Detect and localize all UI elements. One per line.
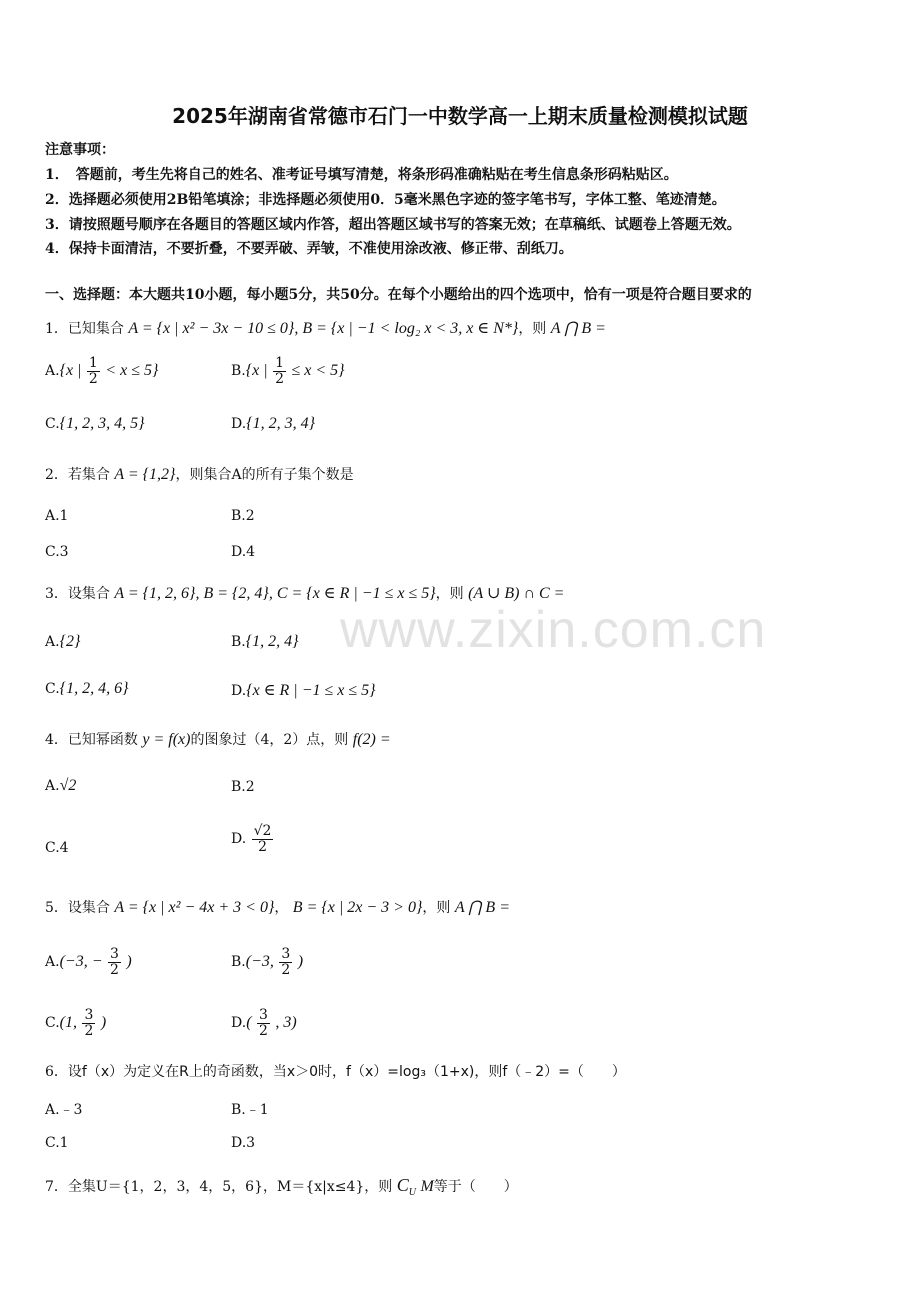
notice-item-4: 4．保持卡面清洁，不要折叠，不要弄破、弄皱，不准使用涂改液、修正带、刮纸刀。 <box>45 241 573 257</box>
q4-option-b[interactable]: B.2 <box>231 779 255 795</box>
q6-option-b[interactable]: B.﹣1 <box>231 1102 269 1118</box>
q2-option-a[interactable]: A.1 <box>45 508 69 524</box>
watermark: www.zixin.com.cn <box>340 601 767 659</box>
fraction: $\frac{3}{2}$ <box>281 946 291 978</box>
fraction: $\frac{3}{2}$ <box>258 1007 268 1039</box>
q3-option-c[interactable]: C.{1, 2, 4, 6} <box>45 680 129 697</box>
exam-title: 2025年湖南省常德市石门一中数学高一上期末质量检测模拟试题 <box>172 104 748 128</box>
q5-option-b[interactable]: B.(−3, $\frac{3}{2}$ ) <box>231 946 304 978</box>
q1-ask: A ⋂ B = <box>550 320 606 337</box>
q1-sets: A = {x | x² − 3x − 10 ≤ 0}, B = {x | −1 < log₂ x < 3, x ∈ N*} <box>128 320 519 337</box>
q6-option-c[interactable]: C.1 <box>45 1135 69 1151</box>
q5-option-d[interactable]: D.( $\frac{3}{2}$ , 3) <box>231 1007 297 1039</box>
notice-item-2: 2．选择题必须使用2B铅笔填涂；非选择题必须使用0．5毫米黑色字迹的签字笔书写，字体工整、笔迹清楚。 <box>45 192 726 208</box>
question-1: 1．已知集合 A = {x | x² − 3x − 10 ≤ 0}, B = {x | −1 < log₂ x < 3, x ∈ N*}，则 A ⋂ B = <box>45 320 606 337</box>
q3-option-b[interactable]: B.{1, 2, 4} <box>231 633 299 650</box>
q1-option-c[interactable]: C.{1, 2, 3, 4, 5} <box>45 415 145 432</box>
q5-option-a[interactable]: A.(−3, − $\frac{3}{2}$ ) <box>45 946 132 978</box>
q5-option-c[interactable]: C.(1, $\frac{3}{2}$ ) <box>45 1007 107 1039</box>
question-7: 7．全集U＝{1，2，3，4，5，6}，M＝{x|x≤4}，则 $C_U$ M等于（ ） <box>45 1175 518 1198</box>
q3-option-a[interactable]: A.{2} <box>45 633 81 650</box>
fraction: $\frac{1}{2}$ <box>275 355 285 387</box>
q2-option-d[interactable]: D.4 <box>231 544 256 560</box>
q6-option-d[interactable]: D.3 <box>231 1135 256 1151</box>
q1-option-d[interactable]: D.{1, 2, 3, 4} <box>231 415 315 432</box>
section-heading: 一、选择题：本大题共10小题，每小题5分，共50分。在每个小题给出的四个选项中，恰有一项是符合题目要求的 <box>45 287 752 303</box>
q1-option-b[interactable]: B.{x | $\frac{1}{2}$ ≤ x < 5} <box>231 355 345 387</box>
q2-option-b[interactable]: B.2 <box>231 508 255 524</box>
fraction: $\frac{3}{2}$ <box>109 946 119 978</box>
fraction: $\frac{3}{2}$ <box>84 1007 94 1039</box>
question-6: 6．设f（x）为定义在R上的奇函数，当x＞0时，f（x）=log₃（1+x)，则f（﹣2）=（ ） <box>45 1064 626 1080</box>
notice-item-3: 3．请按照题号顺序在各题目的答题区域内作答，超出答题区域书写的答案无效；在草稿纸、试题卷上答题无效。 <box>45 217 741 233</box>
fraction: $\frac{1}{2}$ <box>88 355 98 387</box>
q2-option-c[interactable]: C.3 <box>45 544 69 560</box>
question-5: 5．设集合 A = {x | x² − 4x + 3 < 0}， B = {x | 2x − 3 > 0}，则 A ⋂ B = <box>45 899 510 916</box>
q3-option-d[interactable]: D.{x ∈ R | −1 ≤ x ≤ 5} <box>231 682 376 699</box>
question-3: 3．设集合 A = {1, 2, 6}, B = {2, 4}, C = {x ∈ R | −1 ≤ x ≤ 5}，则 (A ∪ B) ∩ C = <box>45 585 565 602</box>
question-2: 2．若集合 A = {1,2}，则集合A的所有子集个数是 <box>45 466 354 483</box>
q4-option-c[interactable]: C.4 <box>45 840 69 856</box>
question-4: 4．已知幂函数 y = f(x)的图象过（4，2）点，则 f(2) = <box>45 731 391 748</box>
q6-option-a[interactable]: A.﹣3 <box>45 1102 83 1118</box>
q4-option-d[interactable]: D. $\frac{√2}{2}$ <box>231 823 272 855</box>
q4-option-a[interactable]: A.√2 <box>45 777 77 794</box>
notice-item-1: 1． 答题前，考生先将自己的姓名、准考证号填写清楚，将条形码准确粘贴在考生信息条形码粘贴区。 <box>45 167 678 183</box>
notice-heading: 注意事项： <box>45 142 115 158</box>
q1-option-a[interactable]: A.{x | $\frac{1}{2}$ < x ≤ 5} <box>45 355 159 387</box>
fraction: $\frac{√2}{2}$ <box>253 823 272 855</box>
